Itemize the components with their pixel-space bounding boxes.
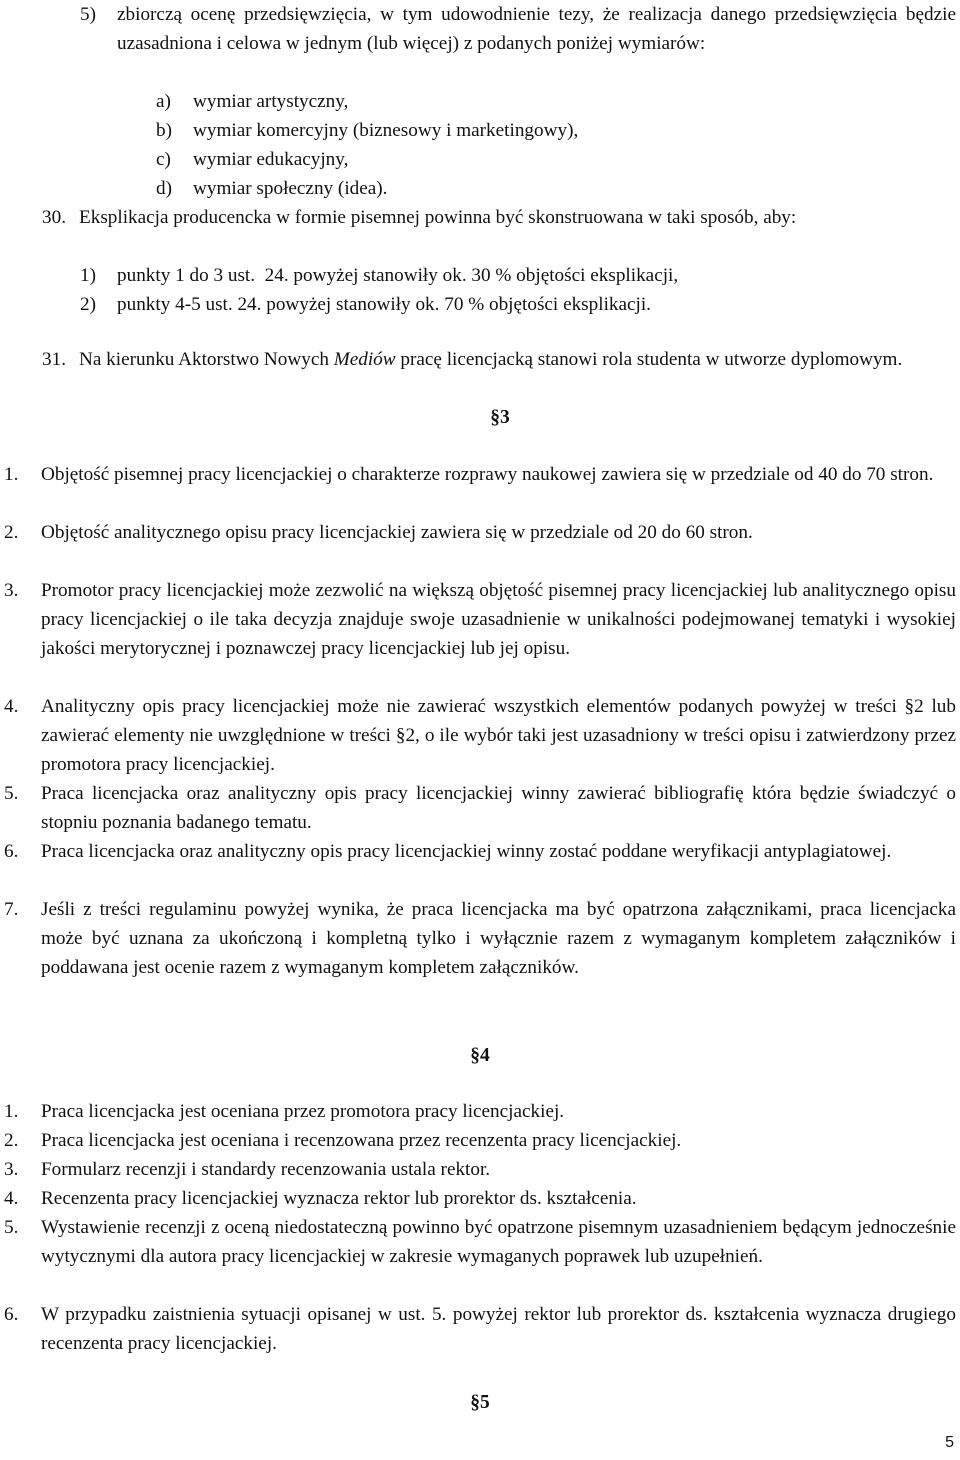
list-item-text: Praca licencjacka oraz analityczny opis pracy licencjackiej winny zostać poddane weryfikacji antyplagiatowej. <box>41 841 892 862</box>
list-item-text: zbiorczą ocenę przedsięwzięcia, w tym udowodnienie tezy, że realizacja danego przedsięwzięcia będzie uzasadniona i celowa w jednym (lub więcej) z podanych poniżej wymiarów: <box>117 4 956 54</box>
list-item-text: Praca licencjacka jest oceniana przez promotora pracy licencjackiej. <box>41 1101 565 1122</box>
list-item-text: Promotor pracy licencjackiej może zezwolić na większą objętość pisemnej pracy licencjackiej lub analitycznego opisu pracy licencjackiej o ile taka decyzja znajduje swoje uzasadnienie w unikalności podejmowanej tematyki i wysokiej jakości merytorycznej i poznawczej pracy licencjackiej lub jej opisu. <box>41 580 956 659</box>
list-item-number: 1. <box>4 464 19 485</box>
list-item-number: 1. <box>4 1101 19 1122</box>
section-heading-4: §4 <box>470 1045 490 1066</box>
list-item <box>156 87 856 116</box>
list-item-text: Eksplikacja producencka w formie pisemnej powinna być skonstruowana w taki sposób, aby: <box>79 207 797 228</box>
list-item-number: 2. <box>4 1130 19 1151</box>
list-item <box>156 116 856 145</box>
list-item-number: 31. <box>42 349 66 370</box>
list-item-number: b) <box>156 120 172 141</box>
list-item-number: 5) <box>80 4 96 25</box>
list-item <box>4 1097 956 1126</box>
section-heading-3: §3 <box>490 407 510 428</box>
list-item <box>4 460 956 489</box>
list-item-text: punkty 4-5 ust. 24. powyżej stanowiły ok. 70 % objętości eksplikacji. <box>117 294 651 315</box>
list-item <box>4 1213 956 1271</box>
page-number: 5 <box>945 1434 954 1451</box>
italic-word: Mediów <box>333 349 396 370</box>
list-item-number: 4. <box>4 1188 19 1209</box>
list-item-text: wymiar edukacyjny, <box>193 149 349 170</box>
list-item-number: 3. <box>4 580 19 601</box>
list-item <box>156 174 856 203</box>
list-item <box>80 290 940 319</box>
list-item-number: 3. <box>4 1159 19 1180</box>
list-item-number: 5. <box>4 783 19 804</box>
list-item <box>4 895 956 982</box>
list-item <box>4 779 956 837</box>
list-item-number: 6. <box>4 841 19 862</box>
list-item <box>4 1155 956 1184</box>
list-item-text: wymiar artystyczny, <box>193 91 349 112</box>
list-item-number: d) <box>156 178 172 199</box>
list-item-text: Objętość analitycznego opisu pracy licencjackiej zawiera się w przedziale od 20 do 60 stron. <box>41 522 753 543</box>
list-item <box>4 1126 956 1155</box>
list-item-number: c) <box>156 149 171 170</box>
list-item-number: 5. <box>4 1217 19 1238</box>
list-item <box>42 203 956 232</box>
list-item-text: Jeśli z treści regulaminu powyżej wynika, że praca licencjacka ma być opatrzona załącznikami, praca licencjacka może być uznana za ukończoną i kompletną tylko i wyłącznie razem z wymaganym kompletem załączników i poddawana jest ocenie razem z wymaganym kompletem załączników. <box>41 899 956 978</box>
list-item-number: 1) <box>80 265 96 286</box>
list-item <box>4 518 956 547</box>
list-item-text: punkty 1 do 3 ust. 24. powyżej stanowiły ok. 30 % objętości eksplikacji, <box>117 265 679 286</box>
list-item-number: 2) <box>80 294 96 315</box>
list-item <box>4 1184 956 1213</box>
text-segment: Na kierunku Aktorstwo Nowych <box>79 349 334 370</box>
list-item-number: 4. <box>4 696 19 717</box>
list-item <box>156 145 856 174</box>
list-item-text: Recenzenta pracy licencjackiej wyznacza rektor lub prorektor ds. kształcenia. <box>41 1188 637 1209</box>
list-item <box>4 837 956 866</box>
list-item-text: Praca licencjacka oraz analityczny opis pracy licencjackiej winny zawierać bibliografię która będzie świadczyć o stopniu poznania badanego tematu. <box>41 783 956 833</box>
list-item-text: Praca licencjacka jest oceniana i recenzowana przez recenzenta pracy licencjackiej. <box>41 1130 682 1151</box>
list-item <box>80 261 940 290</box>
list-item <box>4 692 956 779</box>
list-item-text: W przypadku zaistnienia sytuacji opisanej w ust. 5. powyżej rektor lub prorektor ds. kształcenia wyznacza drugiego recenzenta pracy licencjackiej. <box>41 1304 956 1354</box>
list-item-number: a) <box>156 91 171 112</box>
list-item-text: wymiar społeczny (idea). <box>193 178 388 199</box>
list-item-text: wymiar komercyjny (biznesowy i marketingowy), <box>193 120 579 141</box>
list-item-number: 30. <box>42 207 66 228</box>
list-item-number: 7. <box>4 899 19 920</box>
list-item <box>80 0 956 58</box>
list-item <box>42 345 956 374</box>
section-heading-5: §5 <box>470 1392 490 1413</box>
list-item <box>4 1300 956 1358</box>
list-item-number: 2. <box>4 522 19 543</box>
list-item-text: Wystawienie recenzji z oceną niedostateczną powinno być opatrzone pisemnym uzasadnieniem będącym jednocześnie wytycznymi dla autora pracy licencjackiej w zakresie wymaganych poprawek lub uzupełnień. <box>41 1217 956 1267</box>
list-item-number: 6. <box>4 1304 19 1325</box>
text-segment: pracę licencjacką stanowi rola studenta w utworze dyplomowym. <box>395 349 903 370</box>
list-item-text: Analityczny opis pracy licencjackiej może nie zawierać wszystkich elementów podanych powyżej w treści §2 lub zawierać elementy nie uwzględnione w treści §2, o ile wybór taki jest uzasadniony w treści opisu i zatwierdzony przez promotora pracy licencjackiej. <box>41 696 956 775</box>
list-item-text <box>42 345 956 374</box>
list-item-text: Objętość pisemnej pracy licencjackiej o charakterze rozprawy naukowej zawiera się w przedziale od 40 do 70 stron. <box>41 464 934 485</box>
list-item <box>4 576 956 663</box>
list-item-text: Formularz recenzji i standardy recenzowania ustala rektor. <box>41 1159 491 1180</box>
